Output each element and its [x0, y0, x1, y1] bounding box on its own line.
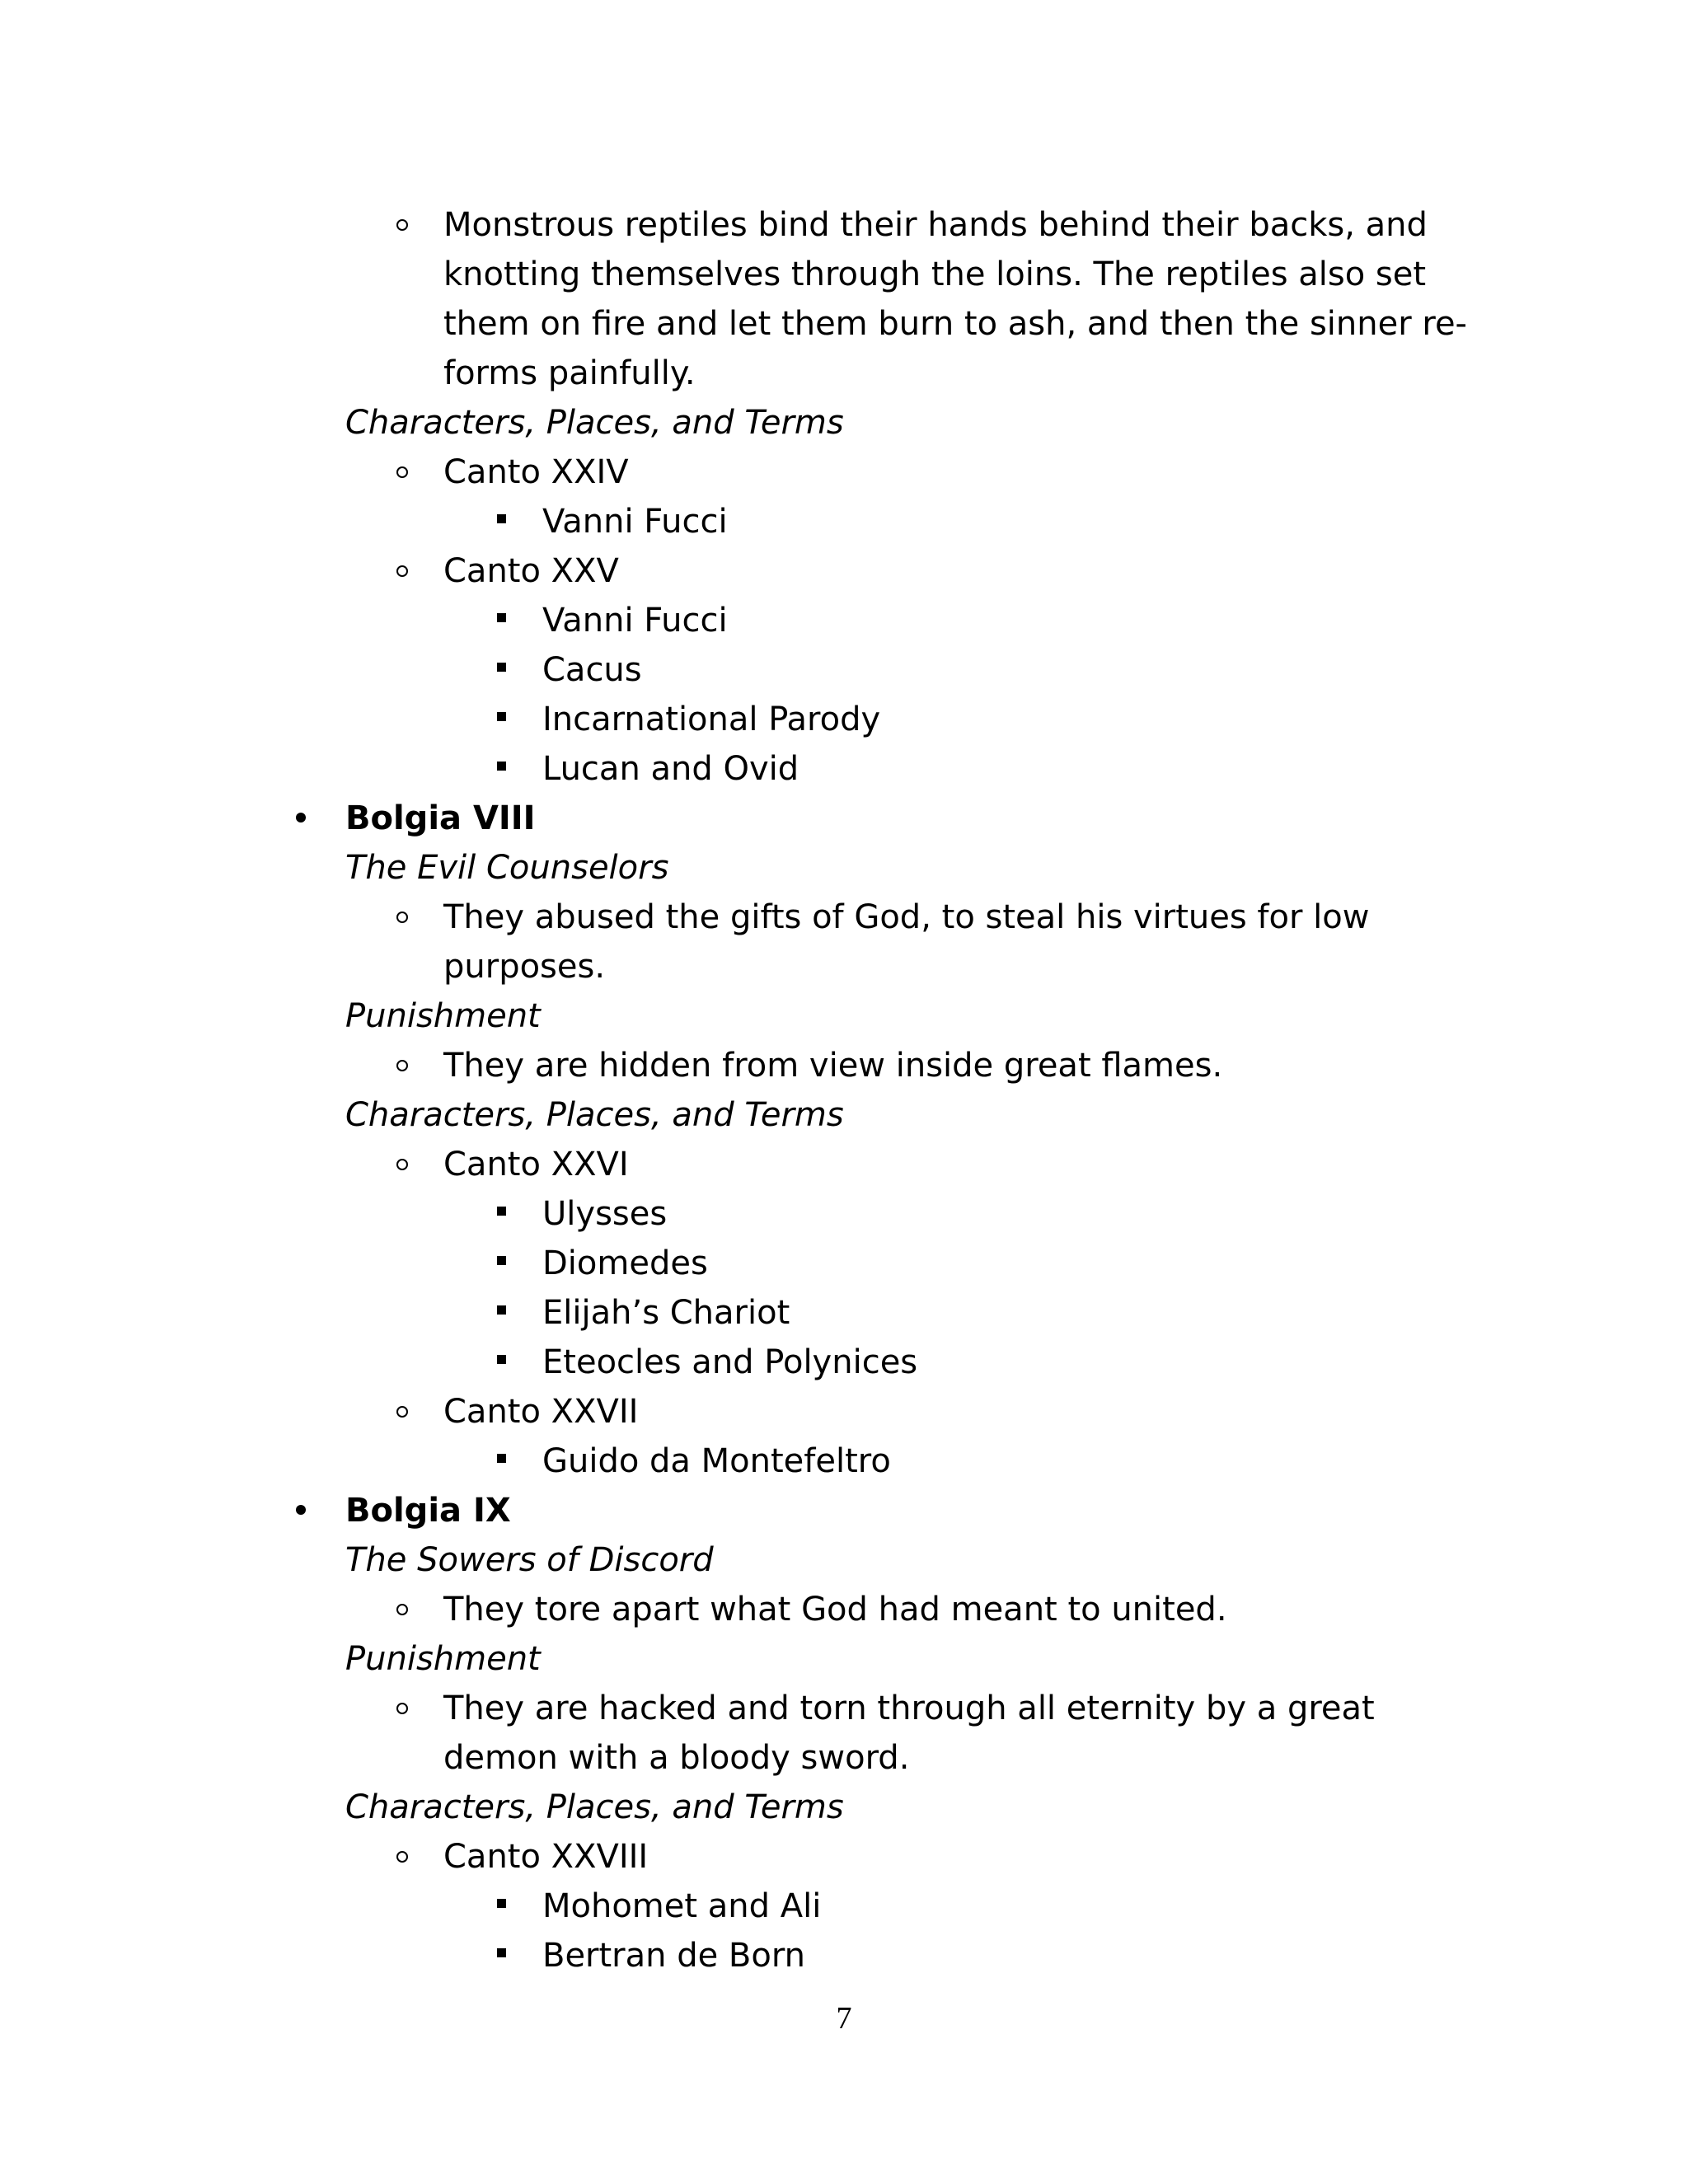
circle-bullet	[396, 565, 408, 577]
section-label: Punishment	[345, 997, 541, 1035]
section-label: Punishment	[345, 1640, 541, 1678]
list-item-text: They abused the gifts of God, to steal his virtues for low	[443, 898, 1370, 936]
section-label: Characters, Places, and Terms	[345, 1096, 844, 1134]
canto-heading: Canto XXVII	[443, 1393, 639, 1431]
sinner-category: The Evil Counselors	[345, 849, 669, 887]
canto-heading: Canto XXV	[443, 552, 619, 590]
circle-bullet	[396, 1703, 408, 1714]
square-bullet	[497, 613, 506, 622]
term-item: Cacus	[542, 651, 642, 689]
list-item-text: They are hidden from view inside great flames.	[443, 1047, 1223, 1085]
disc-bullet	[296, 813, 306, 823]
list-item-text: purposes.	[443, 948, 606, 986]
list-item-text: demon with a bloody sword.	[443, 1739, 910, 1777]
square-bullet	[497, 1454, 506, 1463]
term-item: Vanni Fucci	[542, 602, 728, 640]
term-item: Guido da Montefeltro	[542, 1442, 891, 1480]
canto-heading: Canto XXVI	[443, 1146, 629, 1183]
circle-bullet	[396, 466, 408, 478]
term-item: Vanni Fucci	[542, 503, 728, 541]
term-item: Bertran de Born	[542, 1937, 805, 1975]
term-item: Diomedes	[542, 1244, 708, 1282]
circle-bullet	[396, 1159, 408, 1170]
list-item-text: They tore apart what God had meant to united.	[443, 1591, 1227, 1629]
square-bullet	[497, 514, 506, 523]
square-bullet	[497, 762, 506, 771]
list-item-text: forms painfully.	[443, 354, 696, 392]
canto-heading: Canto XXVIII	[443, 1838, 649, 1876]
list-item-text: Monstrous reptiles bind their hands behind their backs, and	[443, 206, 1428, 244]
circle-bullet	[396, 1851, 408, 1863]
list-item-text: knotting themselves through the loins. The reptiles also set	[443, 255, 1427, 293]
section-label: Characters, Places, and Terms	[345, 1788, 844, 1826]
square-bullet	[497, 1256, 506, 1265]
square-bullet	[497, 1899, 506, 1908]
term-item: Ulysses	[542, 1195, 668, 1233]
bolgia-heading: Bolgia IX	[345, 1492, 511, 1530]
circle-bullet	[396, 1604, 408, 1615]
square-bullet	[497, 663, 506, 672]
term-item: Eteocles and Polynices	[542, 1343, 918, 1381]
square-bullet	[497, 712, 506, 721]
sinner-category: The Sowers of Discord	[345, 1541, 714, 1579]
term-item: Mohomet and Ali	[542, 1887, 822, 1925]
circle-bullet	[396, 1060, 408, 1071]
section-label: Characters, Places, and Terms	[345, 404, 844, 442]
disc-bullet	[296, 1505, 306, 1515]
term-item: Elijah’s Chariot	[542, 1294, 790, 1332]
circle-bullet	[396, 219, 408, 231]
circle-bullet	[396, 912, 408, 923]
list-item-text: They are hacked and torn through all eternity by a great	[443, 1690, 1375, 1727]
term-item: Incarnational Parody	[542, 701, 881, 738]
square-bullet	[497, 1305, 506, 1315]
bolgia-heading: Bolgia VIII	[345, 799, 536, 837]
square-bullet	[497, 1355, 506, 1364]
term-item: Lucan and Ovid	[542, 750, 799, 788]
circle-bullet	[396, 1406, 408, 1418]
list-item-text: them on fire and let them burn to ash, and then the sinner re-	[443, 305, 1467, 343]
canto-heading: Canto XXIV	[443, 453, 629, 491]
square-bullet	[497, 1948, 506, 1957]
page-number: 7	[836, 2001, 852, 2036]
square-bullet	[497, 1207, 506, 1216]
